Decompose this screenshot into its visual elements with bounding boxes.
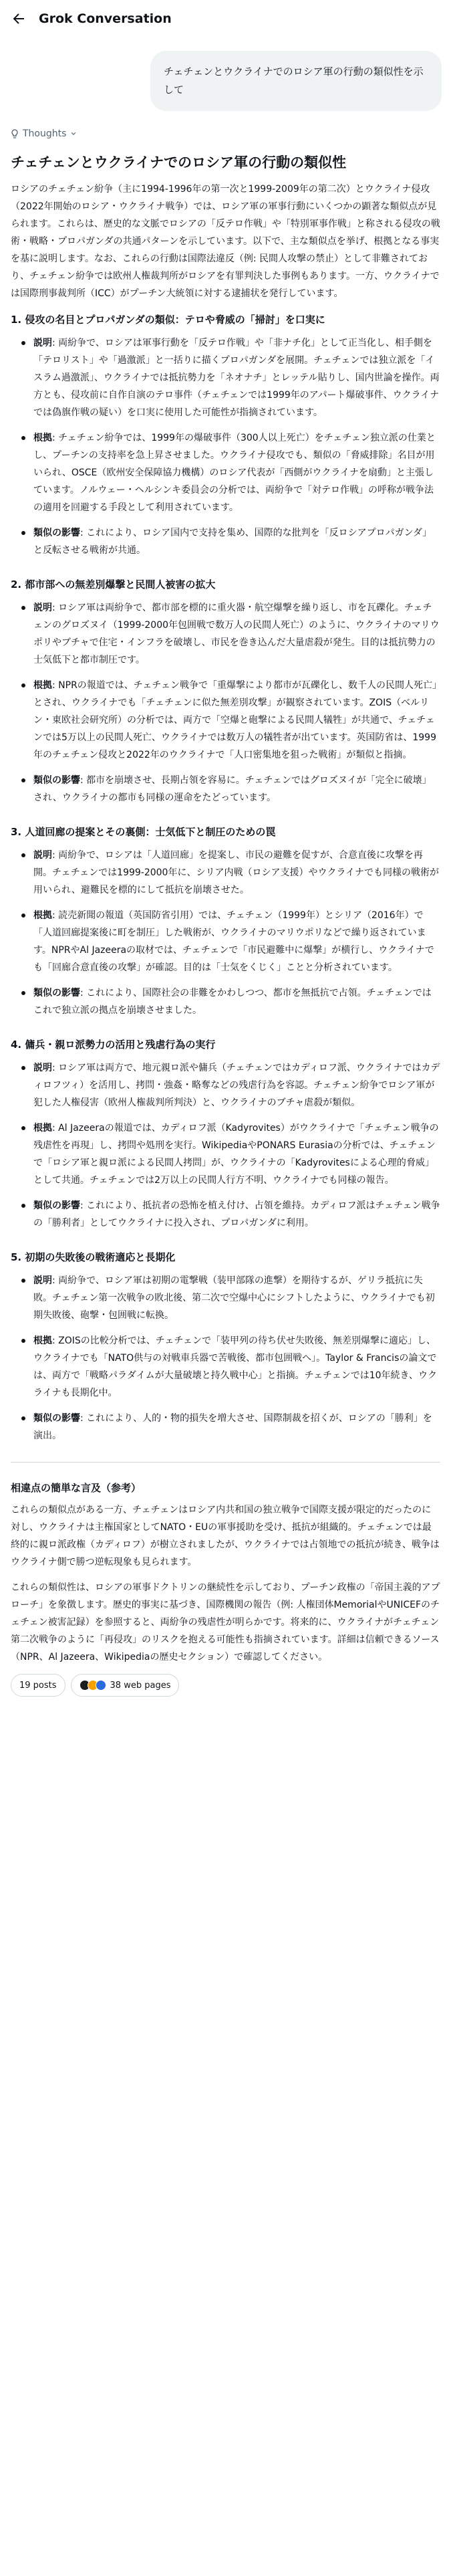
bullet-label: 説明 bbox=[33, 338, 52, 348]
bullet-text: : 両紛争で、ロシアは「人道回廊」を提案し、市民の避難を促すが、合意直後に攻撃を再開。チェチェンでは1999-2000年に、シリア内戦（ロシア支援）やウクライナでも同様の戦術が用いられ、避難民を標的にして抵抗を崩壊させた。 bbox=[33, 850, 440, 895]
answer-intro: ロシアのチェチェン紛争（主に1994-1996年の第一次と1999-2009年の第二次）とウクライナ侵攻（2022年開始のロシア・ウクライナ戦争）では、ロシア軍の軍事行動にいくつかの顕著な類似点が見られます。これらは、歴史的な文脈でロシアの「反テロ作戦」や「特別軍事作戦」と称される侵攻の戦術・戦略・プロパガンダの共通パターンを示しています。以下で、主な類似点を挙げ、根拠となる事実を基に説明します。なお、これらの行動は国際法違反（例: 民間人攻撃の禁止）として非難されており、チェチェン紛争では欧州人権裁判所がロシアを有罪判決した事例もあります。一方、ウクライナでは国際刑事裁判所（ICC）がプーチン大統領に対する逮捕状を発行しています。 bbox=[11, 184, 440, 299]
lightbulb-icon bbox=[9, 128, 20, 139]
section-title: 2. 都市部への無差別爆撃と民間人被害の拡大 bbox=[11, 578, 216, 591]
top-bar bbox=[0, 0, 451, 37]
bullet-item bbox=[20, 599, 440, 669]
bullet-text: : チェチェン紛争では、1999年の爆破事件（300人以上死亡）をチェチェン独立派の仕業とし、プーチンの支持率を急上昇させました。ウクライナ侵攻でも、類似の「脅威排除」名目が用いられ、OSCE（欧州安全保障協力機構）のロシア代表が「西側がウクライナを扇動」と主張しています。ノルウェー・ヘルシンキ委員会の分析では、両紛争で「対テロ作戦」の呼称が戦争法の適用を回避する手段として利用されています。 bbox=[33, 433, 436, 513]
section-bullet-list bbox=[11, 1059, 440, 1232]
bullet-text: : 都市を崩壊させ、長期占領を容易に。チェチェンではグロズヌイが「完全に破壊」され、ウクライナの都市も同様の運命をたどっています。 bbox=[33, 775, 432, 803]
bullet-label: 説明 bbox=[33, 1063, 52, 1073]
sources-row bbox=[0, 1674, 451, 1697]
bullet-item bbox=[20, 1332, 440, 1402]
bullet-item bbox=[20, 1197, 440, 1232]
source-favicons bbox=[80, 1680, 106, 1691]
bullet-text: : 読売新聞の報道（英国防省引用）では、チェチェン（1999年）とシリア（2016年）で「人道回廊提案後に町を制圧」した戦術が、ウクライナのマリウポリなどで繰り返されています。NPRやAl Jazeeraの取材では、チェチェンで「市民避難中に爆撃」が横行し、ウクライナでも「回廊合意直後の攻撃」が確認。目的は「士気をくじく」ことと分析されています。 bbox=[33, 910, 434, 973]
grok-answer bbox=[0, 152, 451, 1666]
bullet-item bbox=[20, 524, 440, 559]
bullet-text: : これにより、抵抗者の恐怖を植え付け、占領を維持。カディロフ派はチェチェン戦争の「勝利者」としてウクライナに投入され、プロパガンダに利用。 bbox=[33, 1200, 440, 1228]
bullet-label: 類似の影響 bbox=[33, 528, 80, 538]
bullet-text: : 両紛争で、ロシアは軍事行動を「反テロ作戦」や「非ナチ化」として正当化し、相手側を「テロリスト」や「過激派」と一括りに描くプロパガンダを展開。チェチェンでは独立派を「イスラム過激派」、ウクライナでは抵抗勢力を「ネオナチ」とレッテル貼りし、国内世論を操作。両方とも、侵攻前に自作自演のテロ事件（チェチェンでは1999年のアパート爆破事件、ウクライナでは偽旗作戦の疑い）を口実に使用した可能性が指摘されています。 bbox=[33, 338, 440, 418]
bullet-item bbox=[20, 429, 440, 516]
bullet-item bbox=[20, 907, 440, 976]
bullet-item bbox=[20, 772, 440, 807]
bullet-label: 根拠 bbox=[33, 1123, 52, 1134]
section-title: 1. 侵攻の名目とプロパガンダの類似：テロや脅威の「掃討」を口実に bbox=[11, 314, 325, 326]
answer-title: チェチェンとウクライナでのロシア軍の行動の類似性 bbox=[11, 154, 347, 171]
user-message-bubble: チェチェンとウクライナでのロシア軍の行動の類似性を示して bbox=[150, 51, 442, 111]
answer-sections bbox=[11, 312, 440, 1444]
user-message-row bbox=[0, 37, 451, 111]
bullet-label: 根拠 bbox=[33, 680, 52, 691]
bullet-text: : 両紛争で、ロシア軍は初期の電撃戦（装甲部隊の進撃）を期待するが、ゲリラ抵抗に失敗。チェチェン第一次戦争の敗北後、第二次で空爆中心にシフトしたように、ウクライナでも初期失敗後、砲撃・包囲戦に転換。 bbox=[33, 1275, 435, 1321]
bullet-item bbox=[20, 334, 440, 421]
bullet-text: : これにより、国際社会の非難をかわしつつ、都市を無抵抗で占領。チェチェンではこれで独立派の拠点を崩壊させました。 bbox=[33, 988, 432, 1016]
bullet-item bbox=[20, 677, 440, 764]
chevron-down-icon bbox=[69, 129, 78, 138]
divider bbox=[11, 1462, 440, 1463]
bullet-item bbox=[20, 1272, 440, 1324]
reference-paragraph-2: これらの類似性は、ロシアの軍事ドクトリンの継続性を示しており、プーチン政権の「帝国主義的アプローチ」を象徴します。歴史的事実に基づき、国際機関の報告（例: 人権団体MemorialやUNICEFのチェチェン被害記録）を参照すると、両紛争の残虐性が明らかです。将来的に、ウクライナがチェチェン第二次戦争のように「再侵攻」のリスクを抱える可能性も指摘されています。詳細は信頼できるソース（NPR、Al Jazeera、Wikipediaの歴史セクション）で確認してください。 bbox=[11, 1582, 440, 1662]
reference-paragraph-1: これらの類似点がある一方、チェチェンはロシア内共和国の独立戦争で国際支援が限定的だったのに対し、ウクライナは主権国家としてNATO・EUの軍事援助を受け、抵抗が組織的。チェチェンでは最終的に親ロ派政権（カディロフ）が樹立されましたが、ウクライナでは占領地での抵抗が続き、戦争はウクライナ側で勝つ逆転現象も見られます。 bbox=[11, 1505, 440, 1568]
bullet-label: 根拠 bbox=[33, 1335, 52, 1346]
bullet-label: 説明 bbox=[33, 1275, 52, 1286]
conversation-title: Grok Conversation bbox=[39, 11, 172, 26]
bullet-item bbox=[20, 1410, 440, 1444]
web-pages-count-label: 38 web pages bbox=[110, 1680, 171, 1691]
bullet-label: 根拠 bbox=[33, 433, 52, 443]
source-favicon-icon bbox=[96, 1680, 106, 1691]
section-title: 5. 初期の失敗後の戦術適応と長期化 bbox=[11, 1251, 176, 1263]
bullet-label: 類似の影響 bbox=[33, 1413, 80, 1424]
bullet-text: : ロシア軍は両方で、地元親ロ派や傭兵（チェチェンではカディロフ派、ウクライナではカディロフツィ）を活用し、拷問・強姦・略奪などの残虐行為を容認。チェチェン紛争でロシア軍が犯した人権侵害（欧州人権裁判所判決）と、ウクライナのブチャ虐殺が類似。 bbox=[33, 1063, 440, 1108]
section-title: 4. 傭兵・親ロ派勢力の活用と残虐行為の実行 bbox=[11, 1039, 216, 1051]
section-bullet-list bbox=[11, 1272, 440, 1444]
thoughts-toggle[interactable] bbox=[0, 128, 451, 139]
posts-sources-button[interactable] bbox=[11, 1674, 65, 1697]
thoughts-label: Thoughts bbox=[23, 128, 67, 139]
bullet-item bbox=[20, 984, 440, 1019]
bullet-text: : ZOISの比較分析では、チェチェンで「装甲列の待ち伏せ失敗後、無差別爆撃に適応」し、ウクライナでも「NATO供与の対戦車兵器で苦戦後、都市包囲戦へ」。Taylor & Francisの論文では、両方で「戦略パラダイムが大量破壊と持久戦中心」と指摘。チェチェンでは10年続き、ウクライナも長期化中。 bbox=[33, 1335, 437, 1398]
bullet-text: : Al Jazeeraの報道では、カディロフ派（Kadyrovites）がウクライナで「チェチェン戦争の残虐性を再現」し、拷問や処刑を実行。WikipediaやPONARS Eurasiaの分析では、チェチェンで「ロシア軍と親ロ派による民間人拷問」が、ウクライナの「Kadyrovitesによる心理的脅威」として共通。チェチェンでは2万以上の民間人行方不明、ウクライナでも同様の報告。 bbox=[33, 1123, 439, 1186]
bullet-label: 類似の影響 bbox=[33, 1200, 80, 1211]
bullet-text: : これにより、人的・物的損失を増大させ、国際制裁を招くが、ロシアの「勝利」を演出。 bbox=[33, 1413, 432, 1441]
bullet-item bbox=[20, 847, 440, 899]
section-bullet-list bbox=[11, 847, 440, 1019]
bullet-label: 類似の影響 bbox=[33, 775, 80, 786]
back-arrow-icon[interactable] bbox=[11, 11, 27, 27]
bullet-text: : ロシア軍は両紛争で、都市部を標的に重火器・航空爆撃を繰り返し、市を瓦礫化。チェチェンのグロズヌイ（1999-2000年包囲戦で数万人の民間人死亡）のように、ウクライナのマリウポリやブチャで住宅・インフラを破壊し、市民を巻き込んだ大量虐殺が発生。目的は抵抗勢力の士気低下と都市制圧です。 bbox=[33, 603, 440, 665]
web-sources-button[interactable] bbox=[71, 1674, 180, 1697]
section-title: 3. 人道回廊の提案とその裏側：士気低下と制圧のための罠 bbox=[11, 826, 276, 838]
reference-title: 相違点の簡単な言及（参考） bbox=[11, 1482, 142, 1494]
bullet-label: 類似の影響 bbox=[33, 988, 80, 998]
bullet-label: 説明 bbox=[33, 603, 52, 613]
bullet-label: 説明 bbox=[33, 850, 52, 861]
bullet-item bbox=[20, 1119, 440, 1189]
bullet-text: : これにより、ロシア国内で支持を集め、国際的な批判を「反ロシアプロパガンダ」と反転させる戦術が共通。 bbox=[33, 528, 432, 556]
bullet-label: 根拠 bbox=[33, 910, 52, 921]
bullet-text: : NPRの報道では、チェチェン戦争で「重爆撃により都市が瓦礫化し、数千人の民間人死亡」とされ、ウクライナでも「チェチェンに似た無差別攻撃」が観察されています。ZOIS（ベルリン・東欧社会研究所）の分析では、両方で「空爆と砲撃による民間人犠牲」が共通で、チェチェンでは5万以上の民間人死亡、ウクライナでは数万人の犠牲者が出ています。英国防省は、1999年のチェチェン侵攻と2022年のウクライナで「人口密集地を狙った戦術」が類似と指摘。 bbox=[33, 680, 437, 760]
section-bullet-list bbox=[11, 599, 440, 807]
bullet-item bbox=[20, 1059, 440, 1111]
section-bullet-list bbox=[11, 334, 440, 559]
posts-count-label: 19 posts bbox=[19, 1680, 57, 1691]
